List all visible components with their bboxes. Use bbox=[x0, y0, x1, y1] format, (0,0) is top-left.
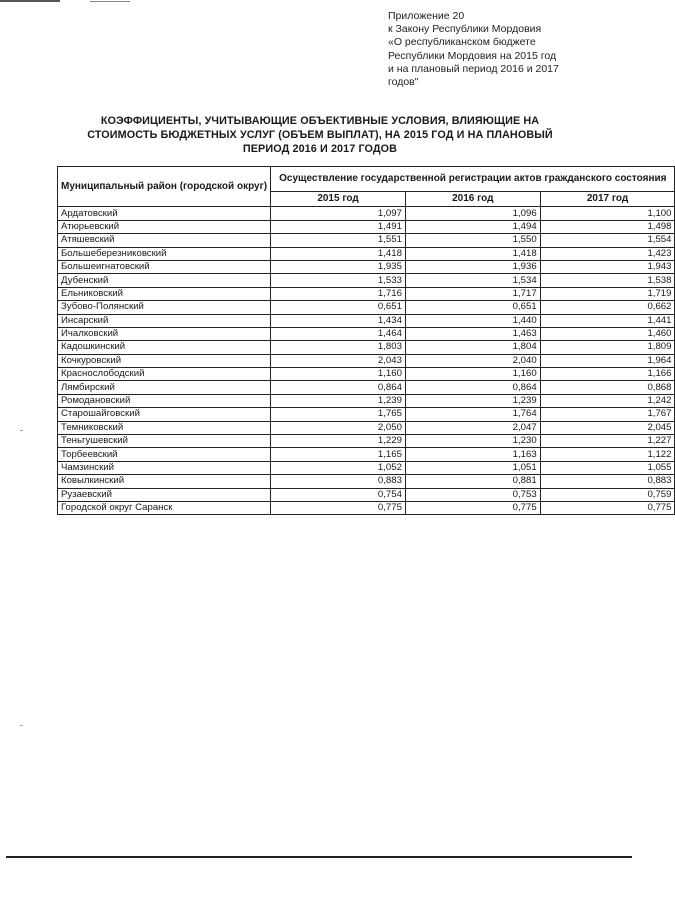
coefficient-cell: 1,716 bbox=[271, 287, 406, 300]
coefficient-cell: 0,775 bbox=[405, 501, 540, 514]
coefficient-cell: 1,551 bbox=[271, 234, 406, 247]
district-name-cell: Ромодановский bbox=[58, 394, 271, 407]
table-row bbox=[58, 247, 675, 260]
district-name-cell: Ардатовский bbox=[58, 207, 271, 220]
coefficient-cell: 0,754 bbox=[271, 488, 406, 501]
coefficient-cell: 2,047 bbox=[405, 421, 540, 434]
coefficient-cell: 1,097 bbox=[271, 207, 406, 220]
coefficient-cell: 1,534 bbox=[405, 274, 540, 287]
coefficient-cell: 0,775 bbox=[540, 501, 675, 514]
table-row bbox=[58, 461, 675, 474]
district-column-header: Муниципальный район (городской округ) bbox=[58, 167, 271, 207]
coefficient-cell: 1,809 bbox=[540, 341, 675, 354]
coefficient-cell: 0,868 bbox=[540, 381, 675, 394]
table-row bbox=[58, 381, 675, 394]
coefficient-cell: 0,881 bbox=[405, 475, 540, 488]
district-name-cell: Кочкуровский bbox=[58, 354, 271, 367]
coefficient-cell: 0,883 bbox=[540, 475, 675, 488]
title-line: ПЕРИОД 2016 И 2017 ГОДОВ bbox=[242, 143, 398, 155]
margin-mark bbox=[20, 725, 23, 726]
coefficient-cell: 0,662 bbox=[540, 301, 675, 314]
table-row bbox=[58, 435, 675, 448]
coefficient-cell: 1,230 bbox=[405, 435, 540, 448]
coefficient-cell: 1,227 bbox=[540, 435, 675, 448]
coefficient-cell: 2,040 bbox=[405, 354, 540, 367]
coefficient-cell: 0,775 bbox=[271, 501, 406, 514]
coefficient-cell: 1,717 bbox=[405, 287, 540, 300]
coefficient-cell: 0,753 bbox=[405, 488, 540, 501]
table-row bbox=[58, 314, 675, 327]
coefficient-cell: 1,096 bbox=[405, 207, 540, 220]
coefficient-cell: 1,460 bbox=[540, 327, 675, 340]
margin-mark bbox=[20, 430, 23, 431]
coefficient-cell: 1,464 bbox=[271, 327, 406, 340]
table-row bbox=[58, 287, 675, 300]
coefficient-cell: 1,122 bbox=[540, 448, 675, 461]
coefficient-cell: 1,767 bbox=[540, 408, 675, 421]
district-name-cell: Атюрьевский bbox=[58, 220, 271, 233]
table-row bbox=[58, 327, 675, 340]
table-row bbox=[58, 488, 675, 501]
coefficient-cell: 1,051 bbox=[405, 461, 540, 474]
coefficient-cell: 1,423 bbox=[540, 247, 675, 260]
table-row bbox=[58, 475, 675, 488]
appendix-note bbox=[388, 10, 628, 89]
district-name-cell: Кадошкинский bbox=[58, 341, 271, 354]
document-title bbox=[70, 114, 570, 156]
coefficient-cell: 2,050 bbox=[271, 421, 406, 434]
coefficient-cell: 1,538 bbox=[540, 274, 675, 287]
coefficient-cell: 1,165 bbox=[271, 448, 406, 461]
coefficients-table bbox=[57, 166, 675, 515]
district-name-cell: Темниковский bbox=[58, 421, 271, 434]
coefficient-cell: 1,719 bbox=[540, 287, 675, 300]
district-name-cell: Зубово-Полянский bbox=[58, 301, 271, 314]
district-name-cell: Ельниковский bbox=[58, 287, 271, 300]
coefficient-cell: 1,803 bbox=[271, 341, 406, 354]
year-column-header: 2017 год bbox=[540, 192, 675, 207]
bottom-rule bbox=[6, 856, 632, 858]
coefficient-cell: 1,463 bbox=[405, 327, 540, 340]
title-line: СТОИМОСТЬ БЮДЖЕТНЫХ УСЛУГ (ОБЪЕМ ВЫПЛАТ), НА 2015 ГОД И НА ПЛАНОВЫЙ bbox=[87, 129, 553, 141]
appendix-line: годов" bbox=[388, 76, 419, 89]
district-name-cell: Дубенский bbox=[58, 274, 271, 287]
coefficient-cell: 1,533 bbox=[271, 274, 406, 287]
district-name-cell: Атяшевский bbox=[58, 234, 271, 247]
coefficient-cell: 1,229 bbox=[271, 435, 406, 448]
coefficient-cell: 1,935 bbox=[271, 260, 406, 273]
appendix-line: Приложение 20 bbox=[388, 10, 465, 22]
coefficient-cell: 1,804 bbox=[405, 341, 540, 354]
coefficient-cell: 0,651 bbox=[405, 301, 540, 314]
table-row bbox=[58, 234, 675, 247]
coefficient-cell: 1,498 bbox=[540, 220, 675, 233]
scan-artifact-line bbox=[0, 0, 60, 2]
coefficient-cell: 1,964 bbox=[540, 354, 675, 367]
coefficient-cell: 0,651 bbox=[271, 301, 406, 314]
coefficient-cell: 1,160 bbox=[405, 368, 540, 381]
coefficient-cell: 0,883 bbox=[271, 475, 406, 488]
coefficient-cell: 1,418 bbox=[405, 247, 540, 260]
coefficient-cell: 1,550 bbox=[405, 234, 540, 247]
coefficient-cell: 1,491 bbox=[271, 220, 406, 233]
coefficient-cell: 1,441 bbox=[540, 314, 675, 327]
coefficient-cell: 1,166 bbox=[540, 368, 675, 381]
district-name-cell: Краснослободский bbox=[58, 368, 271, 381]
district-name-cell: Ковылкинский bbox=[58, 475, 271, 488]
district-name-cell: Старошайговский bbox=[58, 408, 271, 421]
table-row bbox=[58, 501, 675, 514]
table-row bbox=[58, 368, 675, 381]
registration-group-header: Осуществление государственной регистрации актов гражданского состояния bbox=[271, 167, 675, 192]
table-row bbox=[58, 341, 675, 354]
coefficient-cell: 0,864 bbox=[271, 381, 406, 394]
table-row bbox=[58, 408, 675, 421]
title-line: КОЭФФИЦИЕНТЫ, УЧИТЫВАЮЩИЕ ОБЪЕКТИВНЫЕ УСЛОВИЯ, ВЛИЯЮЩИЕ НА bbox=[100, 115, 540, 127]
district-name-cell: Ичалковский bbox=[58, 327, 271, 340]
coefficient-cell: 1,052 bbox=[271, 461, 406, 474]
coefficient-cell: 1,943 bbox=[540, 260, 675, 273]
coefficient-cell: 1,936 bbox=[405, 260, 540, 273]
district-name-cell: Теньгушевский bbox=[58, 435, 271, 448]
table-row bbox=[58, 274, 675, 287]
coefficient-cell: 1,434 bbox=[271, 314, 406, 327]
table-row bbox=[58, 421, 675, 434]
table-row bbox=[58, 394, 675, 407]
district-name-cell: Городской округ Саранск bbox=[58, 501, 271, 514]
coefficient-cell: 1,494 bbox=[405, 220, 540, 233]
table-row bbox=[58, 260, 675, 273]
year-column-header: 2015 год bbox=[271, 192, 406, 207]
table-body bbox=[58, 207, 675, 515]
district-name-cell: Большеберезниковский bbox=[58, 247, 271, 260]
coefficient-cell: 1,440 bbox=[405, 314, 540, 327]
appendix-line: «О республиканском бюджете bbox=[388, 36, 536, 49]
coefficient-cell: 1,764 bbox=[405, 408, 540, 421]
coefficient-cell: 2,045 bbox=[540, 421, 675, 434]
table-row bbox=[58, 301, 675, 314]
district-name-cell: Чамзинский bbox=[58, 461, 271, 474]
appendix-line: Республики Мордовия на 2015 год bbox=[388, 49, 557, 62]
appendix-line: к Закону Республики Мордовия bbox=[388, 23, 542, 36]
coefficient-cell: 1,055 bbox=[540, 461, 675, 474]
appendix-line: и на плановый период 2016 и 2017 bbox=[388, 62, 559, 75]
coefficient-cell: 1,418 bbox=[271, 247, 406, 260]
coefficient-cell: 1,239 bbox=[271, 394, 406, 407]
table-row bbox=[58, 448, 675, 461]
coefficient-cell: 2,043 bbox=[271, 354, 406, 367]
coefficient-cell: 1,239 bbox=[405, 394, 540, 407]
district-name-cell: Большеигнатовский bbox=[58, 260, 271, 273]
coefficient-cell: 1,242 bbox=[540, 394, 675, 407]
table-row bbox=[58, 354, 675, 367]
district-name-cell: Торбеевский bbox=[58, 448, 271, 461]
coefficient-cell: 1,765 bbox=[271, 408, 406, 421]
coefficient-cell: 1,160 bbox=[271, 368, 406, 381]
coefficient-cell: 0,864 bbox=[405, 381, 540, 394]
coefficient-cell: 1,163 bbox=[405, 448, 540, 461]
coefficient-cell: 1,100 bbox=[540, 207, 675, 220]
district-name-cell: Лямбирский bbox=[58, 381, 271, 394]
scan-artifact-line bbox=[90, 1, 130, 2]
table-row bbox=[58, 207, 675, 220]
district-name-cell: Инсарский bbox=[58, 314, 271, 327]
table-row bbox=[58, 220, 675, 233]
coefficient-cell: 1,554 bbox=[540, 234, 675, 247]
coefficient-cell: 0,759 bbox=[540, 488, 675, 501]
year-column-header: 2016 год bbox=[405, 192, 540, 207]
district-name-cell: Рузаевский bbox=[58, 488, 271, 501]
